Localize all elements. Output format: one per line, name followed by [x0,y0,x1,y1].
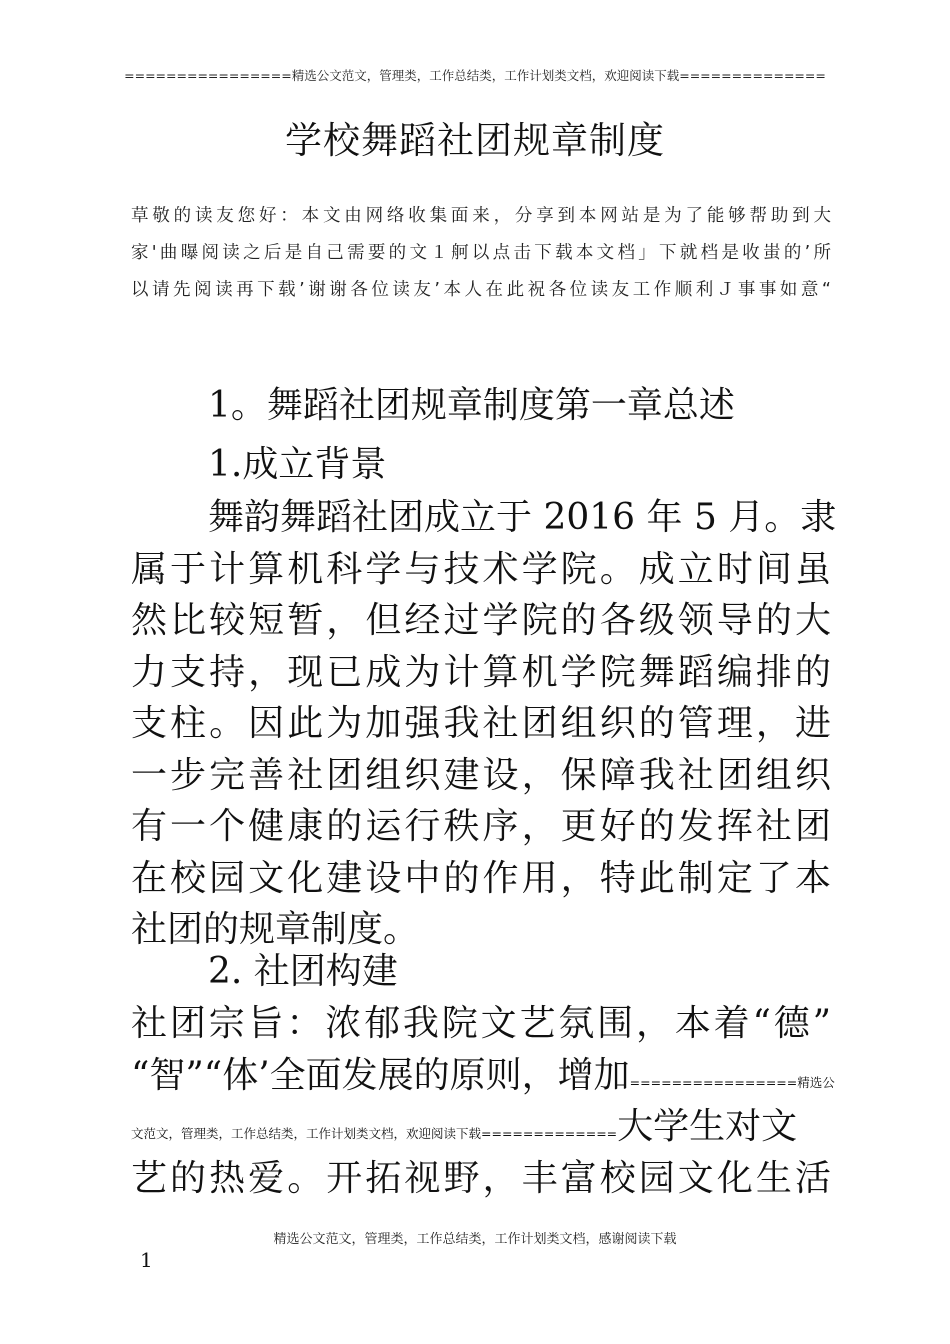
paragraph-text: “智”“体’全面发展的原则，增加 [131,1054,630,1096]
paragraph-line: 支柱。因此为加强我社团组织的管理，进 [131,703,831,744]
document-title: 学校舞蹈社团规章制度 [285,119,665,162]
paragraph-line: 社团宗旨：浓郁我院文艺氛围，本着“德” [131,1003,831,1044]
paragraph-line: 一步完善社团组织建设，保障我社团组织 [131,754,831,796]
structure-paragraph [131,998,835,1204]
paragraph-line: 属于计算机科学与技术学院。成立时间虽 [131,548,831,590]
page-number: 1 [140,1248,153,1272]
paragraph-line: 有一个健康的运行秩序，更好的发挥社团 [131,806,831,847]
inline-watermark-text: 文范文，管理类，工作总结类，工作计划类文档，欢迎阅读下载============= [131,1126,618,1141]
subsection-heading-structure: 2. 社团构建 [208,951,398,992]
paragraph-text: 大学生对文 [617,1106,798,1147]
footer-note: 精选公文范文，管理类，工作总结类，工作计划类文档，感谢阅读下载 [273,1232,677,1247]
paragraph-line: 然比较短暂，但经过学院的各级领导的大 [131,600,831,641]
paragraph-line: 力支持，现已成为计算机学院舞蹈编排的 [131,651,831,693]
greeting-line: 以请先阅读再下载’谢谢各位读友’本人在此祝各位读友工作顺利Ｊ事事如意“ [131,280,831,300]
section-heading: 1。舞蹈社团规章制度第一章总述 [208,385,735,426]
greeting-notice [131,198,831,309]
paragraph-line: 艺的热爱。开拓视野，丰富校园文化生活 [131,1157,831,1199]
paragraph-line-mixed [131,1050,835,1102]
paragraph-line: 舞韵舞蹈社团成立于 2016 年 5 月。隶 [208,497,837,538]
header-banner: ================精选公文范文，管理类，工作总结类，工作计划类文档，欢迎阅读下载============== [124,68,826,83]
inline-watermark-text: ================精选公 [629,1074,835,1090]
greeting-line: 草敬的读友您好：本文由网络收集面来，分享到本网站是为了能够帮助到大 [131,206,831,226]
background-paragraph [131,492,837,956]
paragraph-line: 社团的规章制度。 [131,909,420,950]
paragraph-line: 在校园文化建设中的作用，特此制定了本 [131,857,831,899]
subsection-heading-background: 1.成立背景 [208,444,387,485]
greeting-line: 家'曲曝阅读之后是自己需要的文１舸以点击下载本文档」下就档是收蚩的’所 [131,243,831,263]
paragraph-line-mixed [131,1101,831,1153]
